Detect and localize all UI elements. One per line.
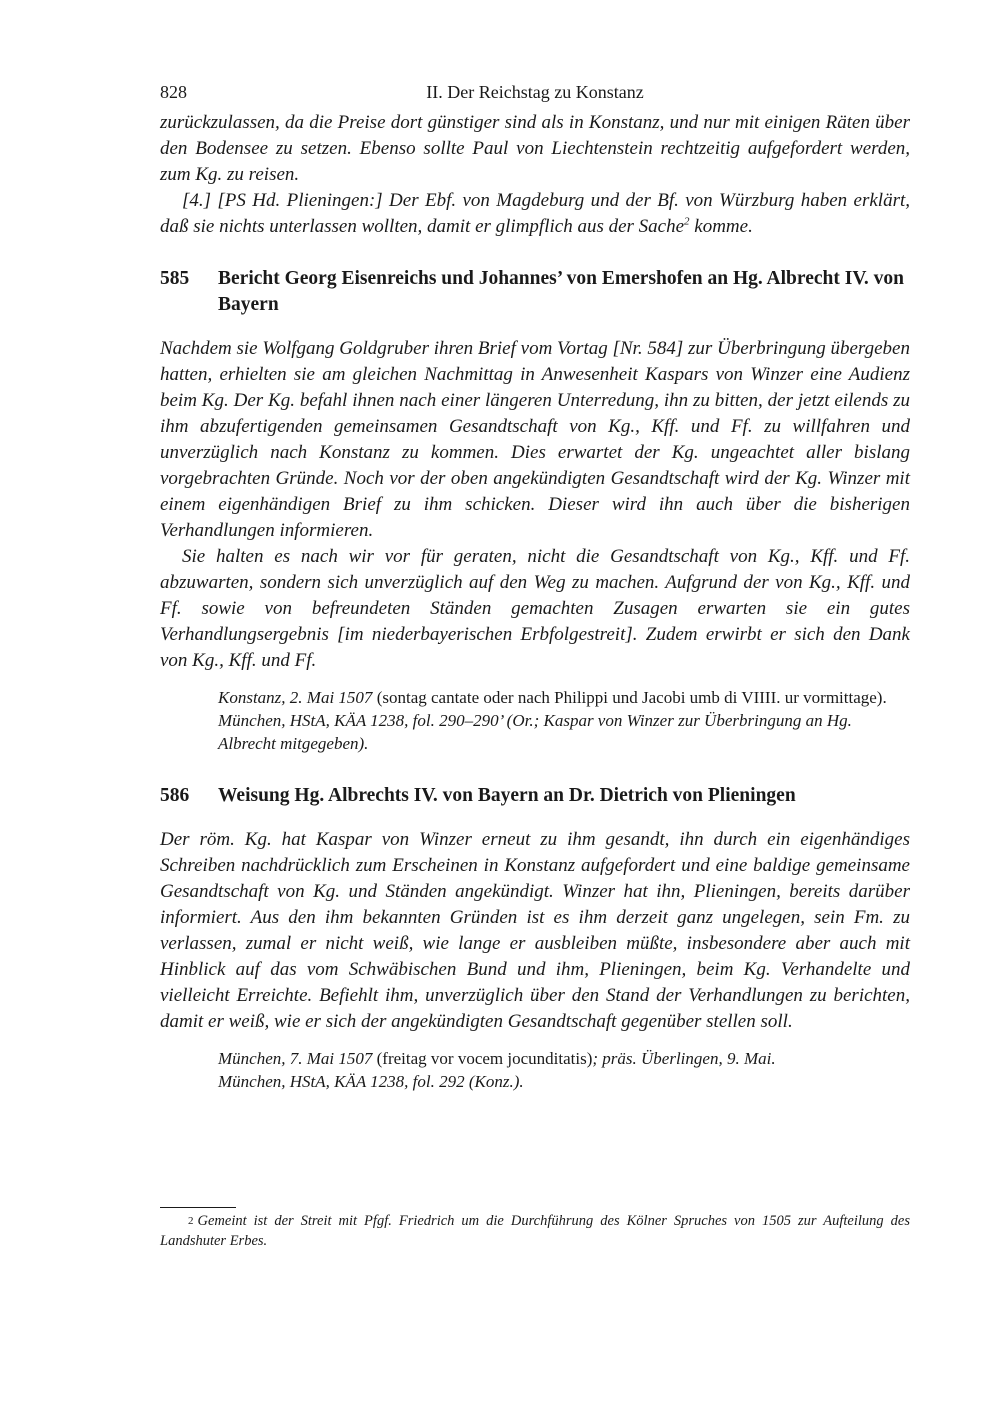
running-head [160,80,910,110]
continuation-paragraph-2 [160,188,910,240]
entry-586-summary-1: Der röm. Kg. hat Kaspar von Winzer erneut zu ihm gesandt, ihn durch ein eigenhändiges Schreiben nachdrücklich zum Erscheinen in Konstanz aufgefordert und eine baldige gemeinsame Gesandtschaft von Kg. und Ständen angekündigt. Winzer hat ihn, Plieningen, bereits darüber informiert. Aus den ihm bekannten Gründen ist es ihm derzeit ganz ungelegen, sein Fm. zu verlassen, zumal er nicht weiß, wie lange er ausbleiben müßte, insbesondere aber auch mit Hinblick auf das vom Schwäbischen Bund und ihm, Plieningen, beim Kg. Verhandelte und vielleicht Erreichte. Befiehlt ihm, unverzüglich über den Stand der Verhandlungen zu berichten, damit er weiß, wie er sich der angekündigten Gesandtschaft gegenüber stellen soll. [160,829,910,1032]
entry-586-source [218,1047,910,1093]
footnote-divider [160,1207,236,1208]
source-archive: München, HStA, KÄA 1238, fol. 292 (Konz.). [218,1072,524,1091]
source-received: ; präs. Überlingen, 9. Mai. [592,1049,776,1068]
entry-title: Bericht Georg Eisenreichs und Johannes’ von Emershofen an Hg. Albrecht IV. von Bayern [218,268,904,315]
page-body [160,80,910,1093]
entry-586-heading [160,783,910,809]
continuation-paragraph-1: zurückzulassen, da die Preise dort günstiger sind als in Konstanz, und nur mit einigen Räten über den Bodensee zu setzen. Ebenso sollte Paul von Liechtenstein rechtzeitig aufgefordert werden, zum Kg. zu reisen. [160,112,910,185]
entry-585-summary-2: Sie halten es nach wir vor für geraten, nicht die Gesandtschaft von Kg., Kff. und Ff. abzuwarten, sondern sich unverzüglich auf den Weg zu machen. Aufgrund der von Kg., Kff. und Ff. sowie von befreundeten Ständen gemachten Zusagen erwarten sie ein gutes Verhandlungsergebnis [im niederbayerischen Erbfolgestreit]. Zudem erwirbt er sich den Dank von Kg., Kff. und Ff. [160,546,910,671]
entry-585-summary-1: Nachdem sie Wolfgang Goldgruber ihren Brief vom Vortag [Nr. 584] zur Überbringung übergeben hatten, erhielten sie am gleichen Nachmittag in Anwesenheit Kaspars von Winzer eine Audienz beim Kg. Der Kg. befahl ihnen nach einer längeren Unterredung, ihn zu bitten, der jetzt eilends zu ihm abzufertigenden gemeinsamen Gesandtschaft von Kg., Kff. und Ff. zu willfahren und unverzüglich nach Konstanz zu kommen. Dies erwartet der Kg. ungeachtet aller bislang vorgebrachten Gründe. Noch vor der oben angekündigten Gesandtschaft wird der Kg. Winzer mit einem eigenhändigen Brief zu ihm schicken. Dieser wird ihn auch über die bisherigen Verhandlungen informieren. [160,338,910,541]
footnote-text: Gemeint ist der Streit mit Pfgf. Friedrich um die Durchführung des Kölner Spruches von 1505 zur Aufteilung des Landshuter Erbes. [160,1213,910,1249]
source-archive: München, HStA, KÄA 1238, fol. 290–290’ (Or.; Kaspar von Winzer zur Überbringung an Hg. Albrecht mitgegeben). [218,711,852,753]
entry-number: 586 [160,785,190,806]
entry-585-source [218,686,910,755]
running-title: II. Der Reichstag zu Konstanz [426,82,644,102]
source-date: Konstanz, 2. Mai 1507 [218,688,373,707]
entry-title: Weisung Hg. Albrechts IV. von Bayern an Dr. Dietrich von Plieningen [218,785,796,806]
source-date: München, 7. Mai 1507 [218,1049,373,1068]
continuation-text-end: komme. [689,216,753,237]
continuation-text: [4.] [PS Hd. Plieningen:] Der Ebf. von Magdeburg und der Bf. von Würzburg haben erklärt, daß sie nichts unterlassen wollten, damit er glimpflich aus der Sache [160,190,910,237]
footnote [160,1211,910,1251]
footnote-reference: 2 [684,215,690,228]
source-quote: (freitag vor vocem jocunditatis) [372,1049,593,1068]
footnote-mark: 2 [188,1215,194,1227]
source-quote: (sontag cantate oder nach Philippi und Jacobi umb di VIIII. ur vormittage). [372,688,887,707]
entry-number: 585 [160,268,190,289]
page-number: 828 [160,82,187,102]
entry-585-heading [160,266,910,318]
source-date-line [218,1047,910,1070]
source-date-line [218,686,910,709]
